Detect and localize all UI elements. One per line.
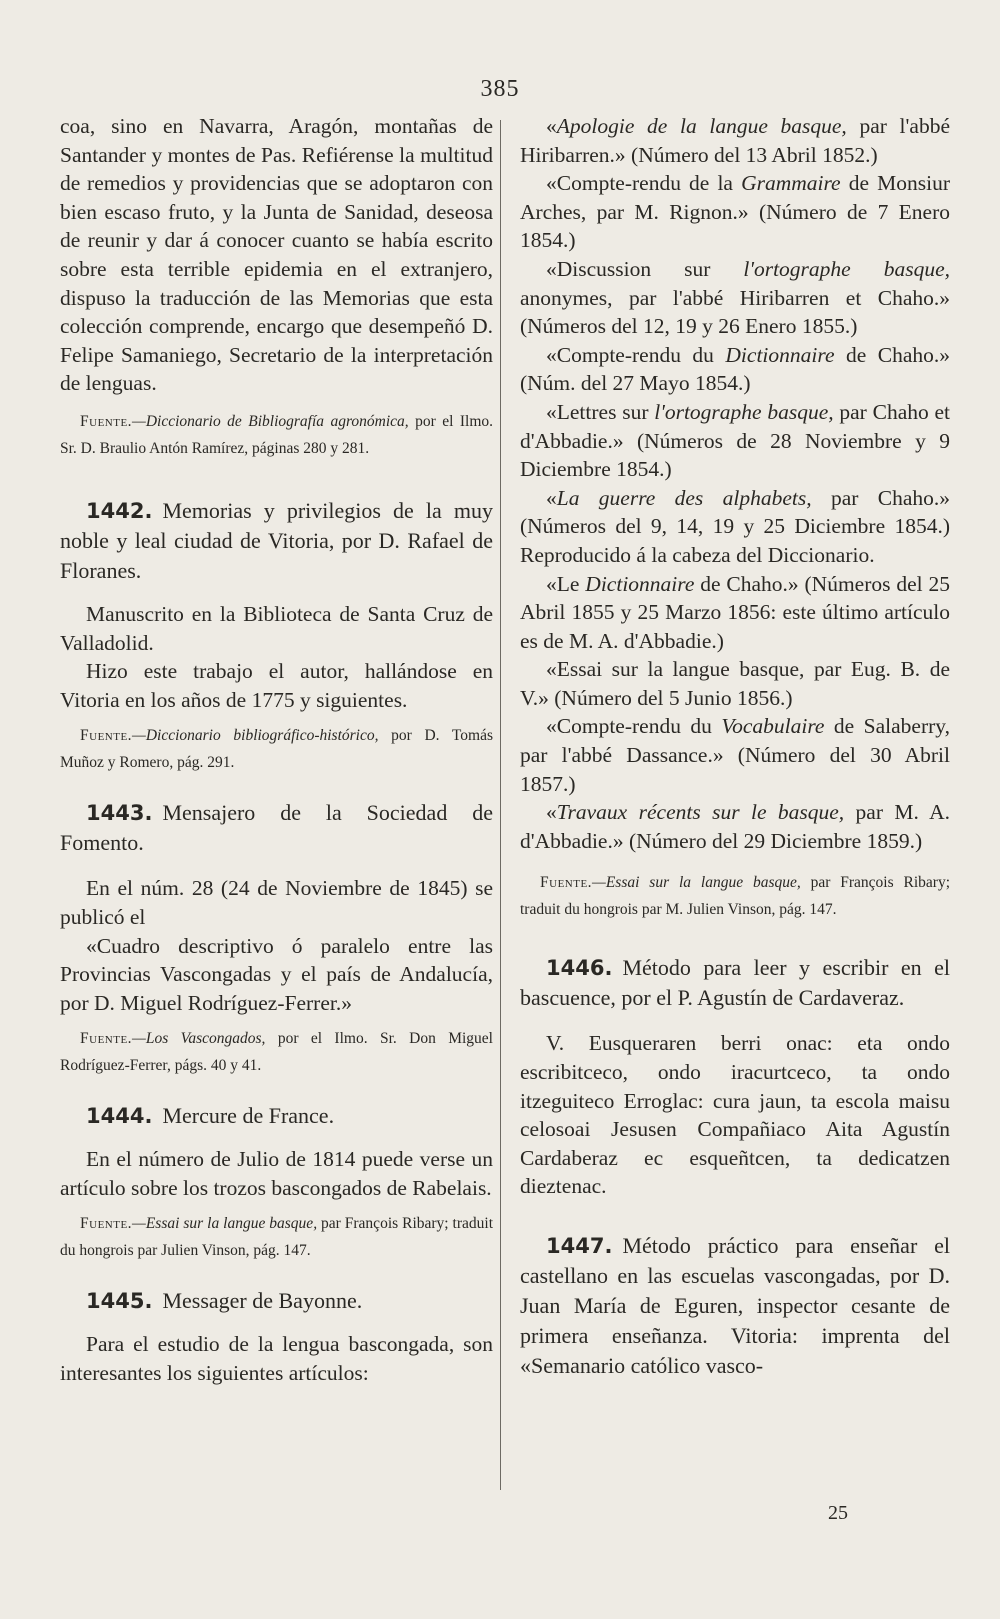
article-text: « bbox=[546, 485, 557, 510]
source-label: Fuente. bbox=[80, 1030, 133, 1048]
article-item bbox=[520, 484, 950, 570]
source-title: —Los Vascongados, bbox=[132, 1030, 266, 1048]
article-details: de Monsiur Arches, par M. Rignon.» (Número de 7 Enero 1854.) bbox=[520, 171, 950, 253]
source-label: Fuente. bbox=[80, 412, 133, 430]
entry-number: 1445. bbox=[86, 1289, 153, 1314]
article-title: Grammaire bbox=[741, 171, 841, 196]
article-details: de Chaho.» (Números del 25 Abril 1855 y 25 Marzo 1856: este último artículo es de M. A. d'Abbadie.) bbox=[520, 571, 950, 653]
article-details: par M. A. d'Abbadie.» (Número del 29 Diciembre 1859.) bbox=[520, 800, 950, 853]
entry-paragraph: En el núm. 28 (24 de Noviembre de 1845) se publicó el bbox=[60, 876, 493, 929]
source-label: Fuente. bbox=[80, 727, 133, 745]
source-details: por el Ilmo. Sr. D. Braulio Antón Ramírez, páginas 280 y 281. bbox=[60, 412, 494, 457]
article-list bbox=[520, 112, 950, 855]
entry-heading bbox=[520, 953, 950, 1013]
entry-source bbox=[60, 1025, 493, 1079]
source-label: Fuente. bbox=[540, 874, 593, 892]
article-title: l'ortographe basque, bbox=[743, 256, 950, 281]
signature-folio: 25 bbox=[828, 1502, 848, 1524]
article-details: anonymes, par l'abbé Hiribarren et Chaho.» (Números del 12, 19 y 26 Enero 1855.) bbox=[520, 285, 950, 339]
article-title: Dictionnaire bbox=[725, 342, 835, 367]
article-item bbox=[520, 169, 950, 255]
article-details: de Chaho.» (Núm. del 27 Mayo 1854.) bbox=[520, 342, 950, 396]
right-column bbox=[520, 112, 950, 1381]
entry-paragraph: En el número de Julio de 1814 puede verse un artículo sobre los trozos bascongados de Rabelais. bbox=[60, 1147, 493, 1200]
entry-1443 bbox=[60, 798, 493, 1079]
article-details: par Chaho.» (Números del 9, 14, 19 y 25 Diciembre 1854.) Reproducido á la cabeza del Diccionario. bbox=[520, 485, 950, 567]
entry-title: Mensajero de la Sociedad de Fomento. bbox=[60, 800, 493, 856]
entry-paragraph: V. Eusqueraren berri onac: eta ondo escribitceco, ondo iracurtceco, ta ondo itzeguiteco Erroglac: cura jaun, ta escola maisu celosoai Jesusen Compañiaco Aita Agustín Cardaberaz ec esqueñtcen, ta dedicatzen dieztenac. bbox=[520, 1031, 950, 1199]
article-text: «Compte-rendu du bbox=[546, 714, 722, 739]
entry-number: 1442. bbox=[86, 498, 153, 523]
article-item bbox=[520, 255, 950, 341]
article-title: l'ortographe basque, bbox=[654, 399, 834, 424]
article-text: « bbox=[546, 114, 557, 138]
source-details: par François Ribary; traduit du hongrois par M. Julien Vinson, pág. 147. bbox=[520, 874, 950, 919]
entry-heading bbox=[520, 1231, 950, 1381]
article-item bbox=[520, 398, 950, 484]
source-title: —Essai sur la langue basque, bbox=[132, 1215, 318, 1233]
entry-source bbox=[60, 722, 493, 776]
entry-paragraph: Manuscrito en la Biblioteca de Santa Cruz de Valladolid. bbox=[60, 601, 493, 655]
entry-1444 bbox=[60, 1101, 493, 1264]
intro-paragraph: coa, sino en Navarra, Aragón, montañas de Santander y montes de Pas. Refiérense la multitud de remedios y providencias que se adoptaron con bien escaso fruto, y la Junta de Sanidad, deseosa de reunir y dar á conocer cuanto se había escrito sobre esta terrible epidemia en el extranjero, dispuso la traducción de las Memorias que esta colección comprende, encargo que desempeñó D. Felipe Samaniego, Secretario de la interpretación de lenguas. bbox=[60, 114, 493, 396]
source-title: —Diccionario de Bibliografía agronómica, bbox=[132, 412, 409, 430]
articles-source bbox=[520, 869, 950, 923]
entry-1446 bbox=[520, 953, 950, 1201]
article-item bbox=[520, 655, 950, 712]
entry-heading bbox=[60, 496, 493, 586]
source-details: por D. Tomás Muñoz y Romero, pág. 291. bbox=[60, 727, 493, 772]
entry-title: Messager de Bayonne. bbox=[162, 1288, 363, 1314]
article-details: par Chaho et d'Abbadie.» (Números de 28 Noviembre y 9 Diciembre 1854.) bbox=[520, 399, 951, 482]
entry-heading bbox=[60, 1286, 493, 1316]
article-text: «Lettres sur bbox=[546, 399, 655, 424]
left-column bbox=[60, 112, 493, 1388]
article-text: « bbox=[546, 800, 557, 825]
article-item bbox=[520, 341, 950, 398]
entry-1445 bbox=[60, 1286, 493, 1387]
page-number: 385 bbox=[480, 76, 520, 102]
article-item bbox=[520, 112, 950, 169]
entry-title: Método para leer y escribir en el bascuence, por el P. Agustín de Cardaveraz. bbox=[520, 955, 950, 1011]
article-text: «Discussion sur bbox=[546, 256, 744, 281]
entry-number: 1443. bbox=[86, 801, 153, 826]
entry-1447 bbox=[520, 1231, 950, 1381]
article-title: Travaux récents sur le basque, bbox=[556, 800, 845, 825]
entry-1442 bbox=[60, 496, 493, 776]
article-item bbox=[520, 712, 950, 798]
source-title: —Essai sur la langue basque, bbox=[592, 874, 801, 892]
entry-number: 1446. bbox=[546, 956, 613, 981]
entry-paragraph: «Cuadro descriptivo ó paralelo entre las Provincias Vascongadas y el país de Andalucía, por D. Miguel Rodríguez-Ferrer.» bbox=[60, 933, 493, 1015]
entry-number: 1444. bbox=[86, 1104, 153, 1129]
entry-source bbox=[60, 1210, 493, 1264]
article-text: «Le bbox=[546, 571, 586, 596]
article-item bbox=[520, 570, 950, 656]
entry-paragraph: Hizo este trabajo el autor, hallándose en Vitoria en los años de 1775 y siguientes. bbox=[60, 659, 493, 712]
article-item bbox=[520, 798, 950, 855]
entry-heading bbox=[60, 798, 493, 858]
source-label: Fuente. bbox=[80, 1215, 133, 1233]
article-title: Apologie de la langue basque, bbox=[556, 114, 847, 138]
entry-paragraph: Para el estudio de la lengua bascongada, son interesantes los siguientes artículos: bbox=[60, 1332, 493, 1386]
entry-title: Mercure de France. bbox=[162, 1103, 335, 1129]
article-text: «Compte-rendu du bbox=[546, 342, 726, 367]
entry-number: 1447. bbox=[546, 1234, 613, 1258]
column-divider bbox=[500, 120, 501, 1490]
article-title: Dictionnaire bbox=[585, 571, 695, 596]
intro-source bbox=[60, 408, 493, 462]
entry-heading bbox=[60, 1101, 493, 1131]
article-title: Vocabulaire bbox=[721, 714, 825, 739]
article-text: «Compte-rendu de la bbox=[546, 171, 742, 196]
source-title: —Diccionario bibliográfico-histórico, bbox=[132, 727, 379, 745]
article-details: de Salaberry, par l'abbé Dassance.» (Número del 30 Abril 1857.) bbox=[520, 714, 950, 796]
source-details: par François Ribary; traduit du hongrois par Julien Vinson, pág. 147. bbox=[60, 1215, 494, 1260]
entry-title: Memorias y privilegios de la muy noble y leal ciudad de Vitoria, por D. Rafael de Floranes. bbox=[60, 497, 493, 583]
article-details: par l'abbé Hiribarren.» (Número del 13 Abril 1852.) bbox=[520, 114, 950, 167]
article-text: «Essai sur la langue basque, par Eug. B. de V.» (Número del 5 Junio 1856.) bbox=[520, 657, 950, 710]
source-details: por el Ilmo. Sr. Don Miguel Rodríguez-Ferrer, págs. 40 y 41. bbox=[60, 1030, 493, 1075]
article-title: La guerre des alphabets, bbox=[556, 485, 812, 510]
entry-title: Método práctico para enseñar el castellano en las escuelas vascongadas, por D. Juan María de Eguren, inspector cesante de primera enseñanza. Vitoria: imprenta del «Semanario católico vasco- bbox=[520, 1233, 950, 1378]
